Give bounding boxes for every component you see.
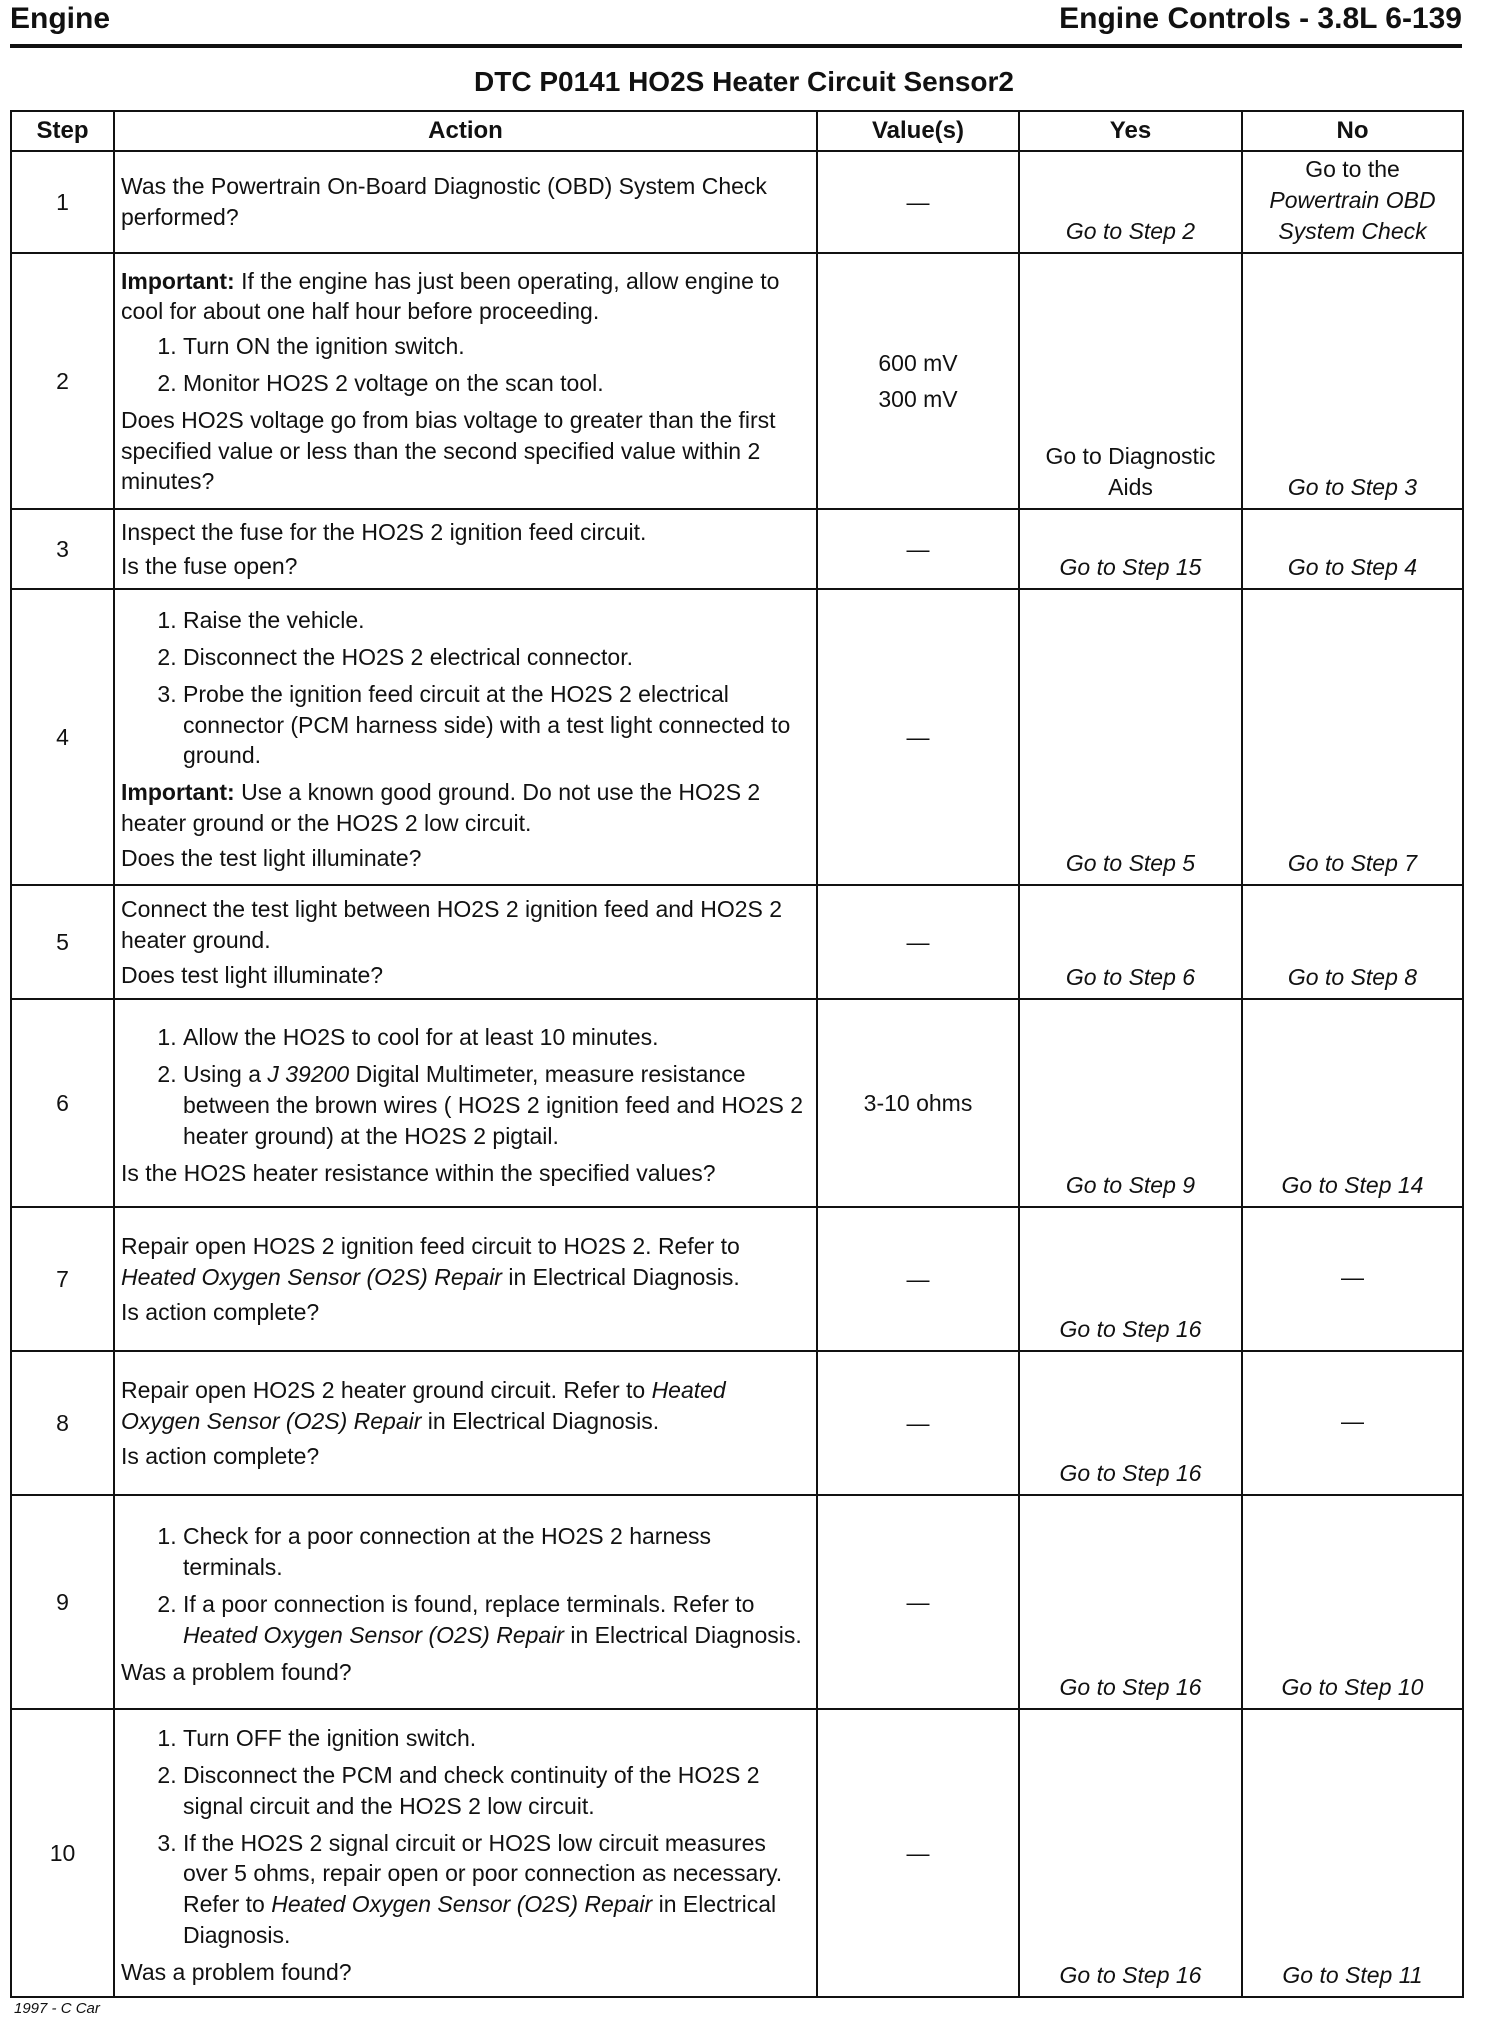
action-text: Was the Powertrain On-Board Diagnostic (OBD) System Check performed? <box>121 173 767 231</box>
important-label: Important: <box>121 267 235 294</box>
list-item: 1. Turn OFF the ignition switch. <box>183 1723 810 1754</box>
step-number: 3 <box>11 509 114 589</box>
value-cell <box>817 253 1019 509</box>
action-cell <box>114 1709 817 1997</box>
list-item-text: Digital Multimeter, measure resistance between the brown wires ( HO2S 2 ignition feed and HO2S 2 heater ground) at the HO2S 2 pigtail. <box>183 1061 804 1149</box>
action-text <box>121 1375 810 1437</box>
action-text-part: in Electrical Diagnosis. <box>501 1264 740 1291</box>
action-cell <box>114 999 817 1207</box>
value-cell: — <box>817 1351 1019 1495</box>
table-row <box>11 1495 1463 1709</box>
action-cell <box>114 1495 817 1709</box>
value-cell: 3-10 ohms <box>817 999 1019 1207</box>
list-item: 1. Allow the HO2S to cool for at least 10 minutes. <box>183 1022 810 1053</box>
table-row <box>11 1207 1463 1351</box>
action-text: Connect the test light between HO2S 2 ignition feed and HO2S 2 heater ground. <box>121 896 783 954</box>
step-number: 9 <box>11 1495 114 1709</box>
no-prefix: Go to the <box>1305 156 1400 182</box>
manual-reference: Heated Oxygen Sensor (O2S) Repair <box>271 1891 653 1918</box>
no-cell: Go to Step 8 <box>1242 885 1463 999</box>
table-row <box>11 1709 1463 1997</box>
no-cell: Go to Step 3 <box>1242 253 1463 509</box>
action-question: Is the HO2S heater resistance within the specified values? <box>121 1159 716 1186</box>
header-section-title: Engine <box>10 2 111 35</box>
action-text-part: in Electrical Diagnosis. <box>421 1408 660 1435</box>
important-note <box>121 777 810 839</box>
manual-reference: Heated Oxygen Sensor (O2S) Repair <box>121 1264 502 1291</box>
important-text: Use a known good ground. Do not use the HO2S 2 heater ground or the HO2S 2 low circuit. <box>121 779 761 837</box>
list-item: 3. Probe the ignition feed circuit at the HO2S 2 electrical connector (PCM harness side) with a test light connected to ground. <box>183 679 810 771</box>
action-question: Was a problem found? <box>121 1958 352 1985</box>
action-list <box>121 1723 810 1951</box>
action-cell <box>114 1351 817 1495</box>
table-row <box>11 1351 1463 1495</box>
no-cell: Go to Step 7 <box>1242 589 1463 885</box>
manual-reference: Heated Oxygen Sensor (O2S) Repair <box>183 1621 564 1648</box>
action-text-part: Repair open HO2S 2 ignition feed circuit to HO2S 2. Refer to <box>121 1233 740 1260</box>
no-cell: — <box>1242 1207 1463 1351</box>
value-cell: — <box>817 151 1019 253</box>
action-text <box>121 1231 810 1293</box>
yes-cell: Go to Step 16 <box>1019 1351 1242 1495</box>
step-number: 5 <box>11 885 114 999</box>
yes-cell: Go to Step 5 <box>1019 589 1242 885</box>
action-cell <box>114 1207 817 1351</box>
value-cell: — <box>817 1709 1019 1997</box>
action-list <box>121 605 810 771</box>
no-cell: Go to Step 10 <box>1242 1495 1463 1709</box>
yes-cell: Go to Step 9 <box>1019 999 1242 1207</box>
table-row <box>11 253 1463 509</box>
action-cell <box>114 589 817 885</box>
manual-reference: Heated Oxygen Sensor (O2S) Repair <box>121 1377 726 1435</box>
action-list <box>121 1022 810 1151</box>
yes-cell: Go to Step 16 <box>1019 1709 1242 1997</box>
step-number: 7 <box>11 1207 114 1351</box>
list-item-text: Using a <box>183 1061 268 1088</box>
list-item <box>183 1828 810 1951</box>
col-header-values: Value(s) <box>817 111 1019 151</box>
no-reference: Powertrain OBD System Check <box>1269 186 1436 244</box>
list-item-text: If the HO2S 2 signal circuit or HO2S low circuit measures over 5 ohms, repair open or poor connection as necessary. Refer to <box>183 1829 783 1918</box>
yes-cell: Go to Step 16 <box>1019 1495 1242 1709</box>
table-row <box>11 509 1463 589</box>
action-cell <box>114 885 817 999</box>
value-cell: — <box>817 589 1019 885</box>
value-cell: — <box>817 885 1019 999</box>
value-cell: — <box>817 509 1019 589</box>
value-cell: — <box>817 1207 1019 1351</box>
col-header-yes: Yes <box>1019 111 1242 151</box>
yes-cell: Go to Step 6 <box>1019 885 1242 999</box>
header-page-title: Engine Controls - 3.8L 6-139 <box>1059 2 1462 35</box>
action-text: Inspect the fuse for the HO2S 2 ignition feed circuit. <box>121 518 647 545</box>
list-item-text: in Electrical Diagnosis. <box>563 1621 802 1648</box>
step-number: 4 <box>11 589 114 885</box>
list-item: 1. Raise the vehicle. <box>183 605 810 636</box>
list-item <box>183 1589 810 1651</box>
step-number: 1 <box>11 151 114 253</box>
diagnostic-table <box>10 110 1464 1998</box>
list-item: 2. Monitor HO2S 2 voltage on the scan tool. <box>183 368 810 399</box>
no-cell: — <box>1242 1351 1463 1495</box>
no-cell: Go to Step 4 <box>1242 509 1463 589</box>
important-note <box>121 266 810 328</box>
yes-cell: Go to Step 15 <box>1019 509 1242 589</box>
no-cell <box>1242 151 1463 253</box>
action-cell <box>114 509 817 589</box>
yes-cell: Go to Step 2 <box>1019 151 1242 253</box>
action-question: Was a problem found? <box>121 1658 352 1685</box>
action-list <box>121 1521 810 1650</box>
action-question: Is action complete? <box>121 1442 320 1469</box>
yes-cell: Go to Diagnostic Aids <box>1019 253 1242 509</box>
page-title: DTC P0141 HO2S Heater Circuit Sensor2 <box>474 66 1014 97</box>
action-question: Does the test light illuminate? <box>121 844 422 871</box>
list-item: 2. Disconnect the HO2S 2 electrical connector. <box>183 642 810 673</box>
action-question: Is action complete? <box>121 1298 320 1325</box>
list-item <box>183 1059 810 1151</box>
action-text-part: Repair open HO2S 2 heater ground circuit. Refer to <box>121 1377 652 1404</box>
list-item: 1. Check for a poor connection at the HO2S 2 harness terminals. <box>183 1521 810 1583</box>
col-header-step: Step <box>11 111 114 151</box>
value-line: 600 mV <box>878 349 958 376</box>
table-row <box>11 151 1463 253</box>
list-item-text: If a poor connection is found, replace terminals. Refer to <box>183 1591 755 1618</box>
step-number: 10 <box>11 1709 114 1997</box>
action-cell <box>114 253 817 509</box>
list-item: 2. Disconnect the PCM and check continuity of the HO2S 2 signal circuit and the HO2S 2 low circuit. <box>183 1760 810 1822</box>
table-row <box>11 589 1463 885</box>
action-question: Is the fuse open? <box>121 553 298 580</box>
yes-cell: Go to Step 16 <box>1019 1207 1242 1351</box>
footer-vehicle-label: 1997 - C Car <box>14 2000 100 2017</box>
value-cell: — <box>817 1495 1019 1709</box>
no-cell: Go to Step 14 <box>1242 999 1463 1207</box>
action-question: Does test light illuminate? <box>121 961 384 988</box>
action-question: Does HO2S voltage go from bias voltage to greater than the first specified value or less than the second specified value within 2 minutes? <box>121 406 776 495</box>
table-row <box>11 885 1463 999</box>
step-number: 8 <box>11 1351 114 1495</box>
list-item-text: in Electrical Diagnosis. <box>183 1891 777 1949</box>
header-rule <box>10 44 1462 48</box>
important-text: If the engine has just been operating, allow engine to cool for about one half hour before proceeding. <box>121 267 780 325</box>
tool-reference: J 39200 <box>267 1061 350 1088</box>
action-list <box>121 331 810 399</box>
important-label: Important: <box>121 779 235 806</box>
value-line: 300 mV <box>878 386 958 413</box>
list-item: 1. Turn ON the ignition switch. <box>183 331 810 362</box>
table-row <box>11 999 1463 1207</box>
no-cell: Go to Step 11 <box>1242 1709 1463 1997</box>
table-header-row <box>11 111 1463 151</box>
step-number: 2 <box>11 253 114 509</box>
col-header-action: Action <box>114 111 817 151</box>
step-number: 6 <box>11 999 114 1207</box>
action-cell <box>114 151 817 253</box>
col-header-no: No <box>1242 111 1463 151</box>
